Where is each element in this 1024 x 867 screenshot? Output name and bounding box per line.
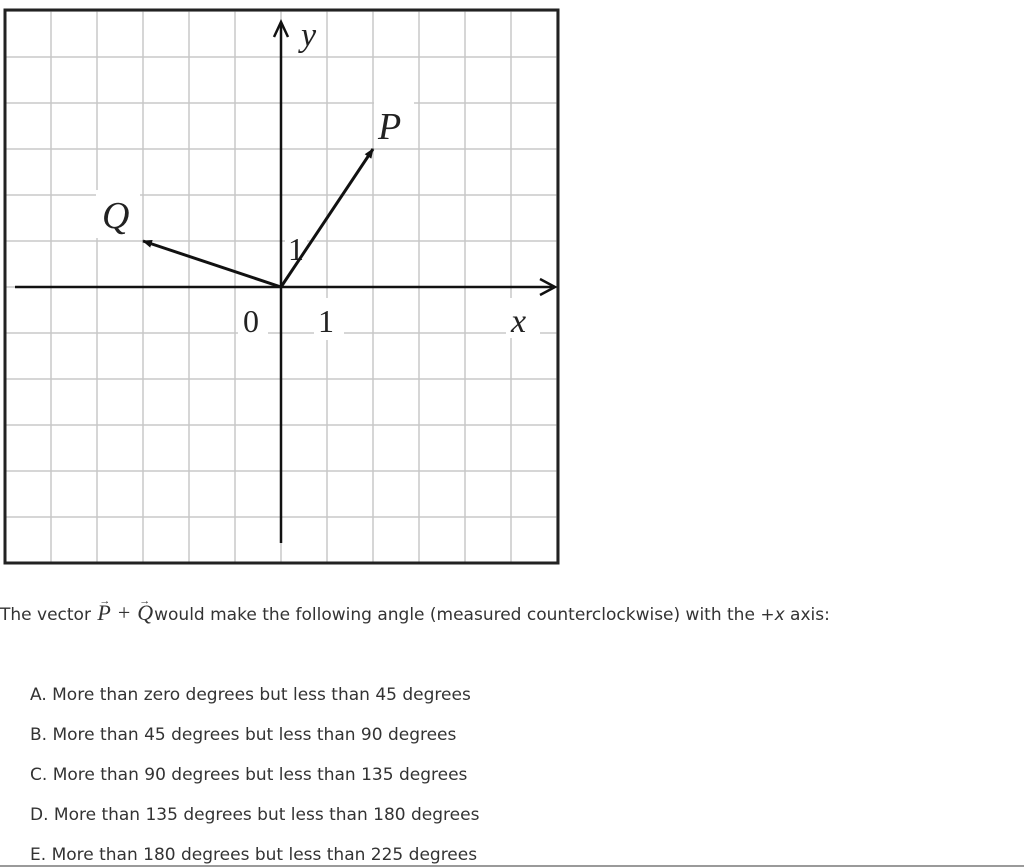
vector-q-arrow <box>143 241 281 287</box>
choice-b[interactable] <box>30 720 479 760</box>
axis-reference: +x <box>760 605 785 625</box>
vector-q-symbol: → Q <box>136 600 154 626</box>
vector-q-label: Q <box>102 195 130 237</box>
vector-grid-diagram <box>0 0 565 570</box>
choice-text: More than 45 degrees but less than 90 degrees <box>52 725 457 745</box>
origin-label: 0 <box>243 303 259 339</box>
choice-text: More than 180 degrees but less than 225 degrees <box>51 845 478 865</box>
question-prefix: The vector <box>0 605 91 625</box>
choice-letter: E. <box>30 845 47 865</box>
x-axis-label: x <box>511 303 527 340</box>
choice-a[interactable] <box>30 680 479 720</box>
choice-letter: D. <box>30 805 49 825</box>
plus-sign: + <box>117 600 131 625</box>
question-suffix: axis: <box>790 605 830 625</box>
question-middle: would make the following angle (measured counterclockwise) with the <box>154 605 755 625</box>
choice-letter: A. <box>30 685 47 705</box>
y-axis-label: y <box>301 17 317 54</box>
choice-e[interactable] <box>30 840 479 867</box>
choice-c[interactable] <box>30 760 479 800</box>
y-tick-label: 1 <box>288 231 304 267</box>
question-text <box>0 600 1020 628</box>
choice-text: More than zero degrees but less than 45 degrees <box>52 685 471 705</box>
choice-letter: C. <box>30 765 48 785</box>
x-tick-label: 1 <box>318 303 334 339</box>
choice-d[interactable] <box>30 800 479 840</box>
choice-text: More than 135 degrees but less than 180 degrees <box>53 805 480 825</box>
choice-text: More than 90 degrees but less than 135 degrees <box>52 765 468 785</box>
vector-p-symbol: → P <box>96 600 111 626</box>
choice-letter: B. <box>30 725 48 745</box>
vector-p-label: P <box>378 106 402 148</box>
answer-choices <box>30 680 479 867</box>
